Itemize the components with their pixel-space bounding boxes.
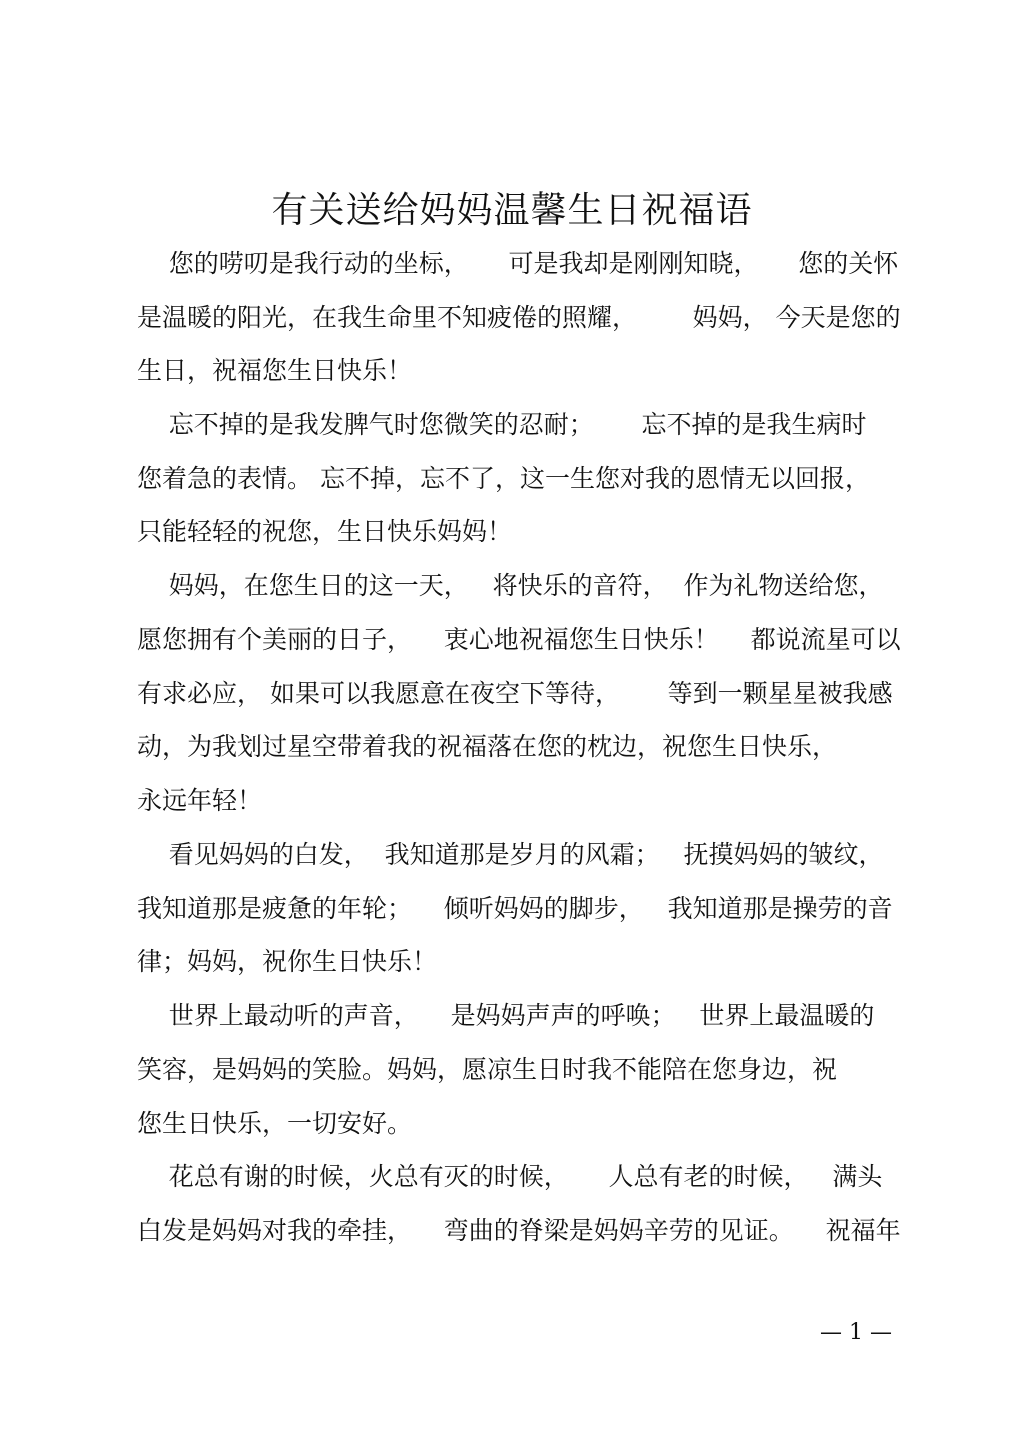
text-line: 律；妈妈，祝你生日快乐！ [137,947,438,976]
text-line: 您的唠叨是我行动的坐标， 可是我却是刚刚知晓， 您的关怀 [137,249,899,278]
text-line: 忘不掉的是我发脾气时您微笑的忍耐； 忘不掉的是我生病时 [137,410,867,439]
text-line: 花总有谢的时候，火总有灭的时候， 人总有老的时候， 满头 [137,1162,883,1191]
text-line: 生日，祝福您生日快乐！ [137,356,413,385]
text-line: 看见妈妈的白发， 我知道那是岁月的风霜； 抚摸妈妈的皱纹， [137,840,884,869]
text-line: 永远年轻！ [137,786,263,815]
text-line: 只能轻轻的祝您，生日快乐妈妈！ [137,517,513,546]
text-line: 妈妈，在您生日的这一天， 将快乐的音符， 作为礼物送给您， [137,571,884,600]
text-line: 是温暖的阳光，在我生命里不知疲倦的照耀， 妈妈， 今天是您的 [137,303,901,332]
text-line: 白发是妈妈对我的牵挂， 弯曲的脊梁是妈妈辛劳的见证。 祝福年 [137,1216,901,1245]
text-line: 动，为我划过星空带着我的祝福落在您的枕边，祝您生日快乐， [137,732,838,761]
text-line: 笑容，是妈妈的笑脸。妈妈，愿凉生日时我不能陪在您身边，祝 [137,1055,838,1084]
page-number: — 1 — [820,1320,892,1345]
text-line: 世界上最动听的声音， 是妈妈声声的呼唤； 世界上最温暖的 [137,1001,875,1030]
text-line: 您着急的表情。 忘不掉，忘不了，这一生您对我的恩情无以回报， [137,464,870,493]
page-title: 有关送给妈妈温馨生日祝福语 [271,190,753,231]
text-line: 我知道那是疲惫的年轮； 倾听妈妈的脚步， 我知道那是操劳的音 [137,894,893,923]
text-line: 愿您拥有个美丽的日子， 衷心地祝福您生日快乐！ 都说流星可以 [137,625,901,654]
text-line: 有求必应， 如果可以我愿意在夜空下等待， 等到一颗星星被我感 [137,679,893,708]
text-line: 您生日快乐，一切安好。 [137,1109,413,1138]
